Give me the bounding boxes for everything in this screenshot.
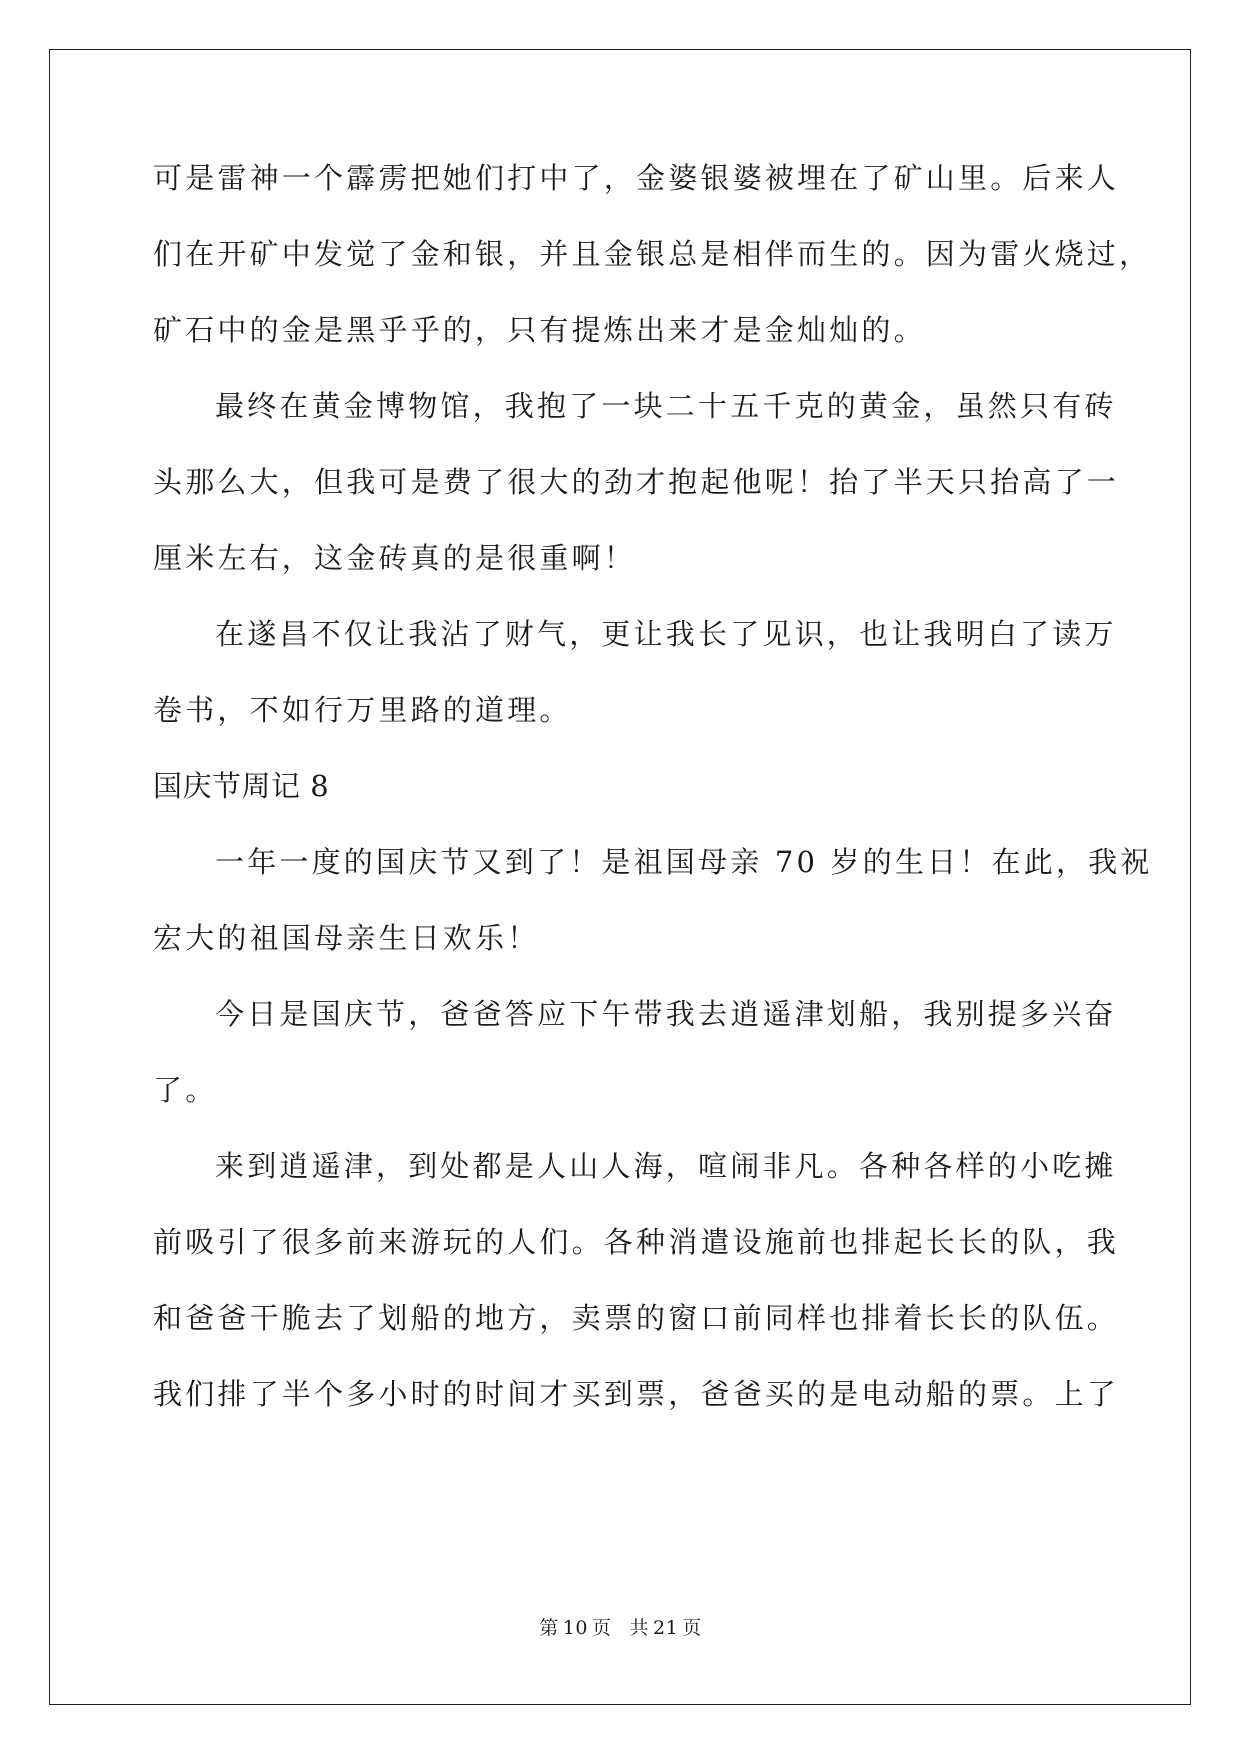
paragraph-start: 今日是国庆节，爸爸答应下午带我去逍遥津划船，我别提多兴奋: [215, 997, 1117, 1031]
section-heading: 国庆节周记 8: [153, 769, 330, 803]
total-suffix: 页: [682, 1617, 702, 1639]
text-line: 了。: [153, 1073, 218, 1107]
paragraph-start: 一年一度的国庆节又到了！是祖国母亲 70 岁的生日！在此，我祝: [215, 845, 1153, 879]
text-line: 前吸引了很多前来游玩的人们。各种消遣设施前也排起长长的队，我: [153, 1225, 1120, 1259]
text-line: 可是雷神一个霹雳把她们打中了，金婆银婆被埋在了矿山里。后来人: [153, 161, 1120, 195]
text-line: 厘米左右，这金砖真的是很重啊！: [153, 541, 637, 575]
text-line: 和爸爸干脆去了划船的地方，卖票的窗口前同样也排着长长的队伍。: [153, 1301, 1120, 1335]
total-pages: 21: [653, 1617, 679, 1639]
text-line: 卷书，不如行万里路的道理。: [153, 693, 572, 727]
paragraph-start: 在遂昌不仅让我沾了财气，更让我长了见识，也让我明白了读万: [215, 617, 1117, 651]
text-line: 宏大的祖国母亲生日欢乐！: [153, 921, 540, 955]
paragraph-start: 最终在黄金博物馆，我抱了一块二十五千克的黄金，虽然只有砖: [215, 389, 1117, 423]
page-suffix: 页: [591, 1617, 612, 1639]
page-number: 10: [562, 1617, 588, 1639]
page-prefix: 第: [539, 1617, 559, 1639]
text-line: 我们排了半个多小时的时间才买到票，爸爸买的是电动船的票。上了: [153, 1377, 1120, 1411]
total-prefix: 共: [629, 1617, 650, 1639]
text-line: 矿石中的金是黑乎乎的，只有提炼出来才是金灿灿的。: [153, 313, 926, 347]
text-line: 头那么大，但我可是费了很大的劲才抱起他呢！抬了半天只抬高了一: [153, 465, 1120, 499]
page-footer: [0, 1616, 1241, 1640]
text-line: 们在开矿中发觉了金和银，并且金银总是相伴而生的。因为雷火烧过，: [153, 237, 1152, 271]
paragraph-start: 来到逍遥津，到处都是人山人海，喧闹非凡。各种各样的小吃摊: [215, 1149, 1117, 1183]
